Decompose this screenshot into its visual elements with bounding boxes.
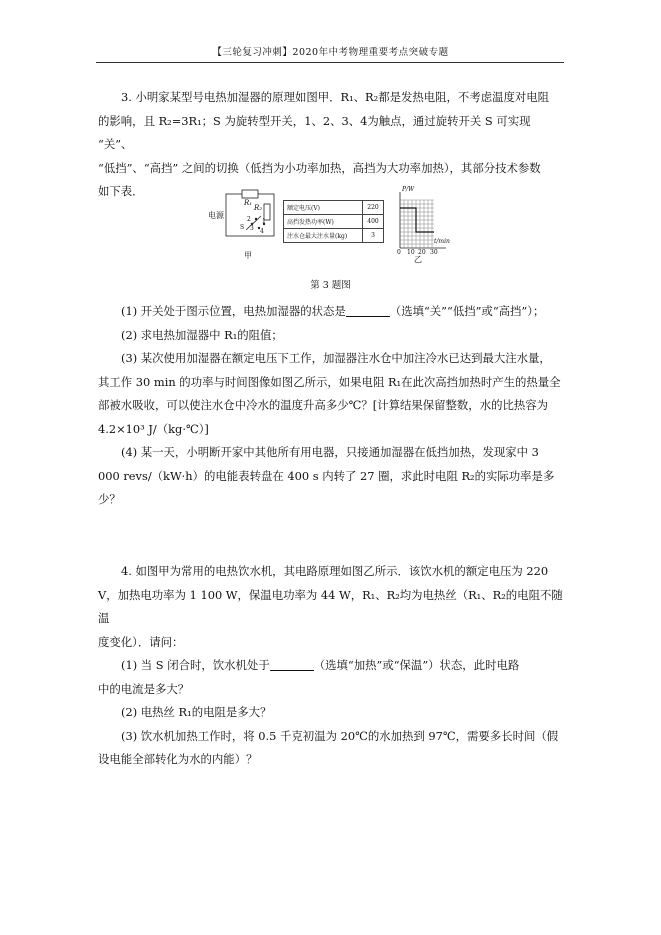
q4-item-2: (2) 电热丝 R₁的电阻是多大？ (121, 705, 272, 719)
q3-item-3-line: 其工作 30 min 的功率与时间图像如图乙所示，如果电阻 R₁在此次高挡加热时产生的热量全 (98, 374, 561, 389)
figure-label-jia: 甲 (244, 251, 252, 260)
graph-x-tick: 10 (407, 249, 415, 256)
q3-intro-line: 的影响，且 R₂=3R₁；S 为旋转型开关，1、2、3、4为触点，通过旋转开关 S 可实现 “关”、 (98, 113, 531, 151)
table-row (284, 215, 384, 229)
q4-intro-line: V，加热电功率为 1 100 W，保温电功率为 44 W，R₁、R₂均为电热丝（R₁、R₂的电阻不随温 (98, 587, 563, 625)
r2-label: R₂ (254, 204, 263, 212)
q3-item-2: (2) 求电热加湿器中 R₁的阻值； (121, 327, 283, 342)
param-value: 3 (363, 229, 384, 243)
table-row (284, 201, 384, 215)
r1-label: R₁ (244, 199, 253, 207)
table-row (284, 229, 384, 243)
q3-item-4: (4) 某一天，小明断开家中其他所有用电器，只接通加湿器在低挡加热，发现家中 3 (121, 445, 539, 459)
parameter-table (283, 200, 384, 243)
q4-intro (98, 560, 564, 772)
figure-caption: 第 3 题图 (310, 280, 351, 291)
q3-intro-line: 3. 小明家某型号电热加湿器的原理如图甲．R₁、R₂都是发热电阻，不考虑温度对电阻 (121, 90, 550, 104)
q3-intro-line: “低挡”、“高挡” 之间的切换（低挡为小功率加热，高挡为大功率加热），其部分技术参数 (98, 160, 541, 175)
graph-x-tick: 0 (397, 249, 401, 256)
graph-y-label: P/W (402, 186, 415, 193)
contact-label: 4 (260, 228, 264, 235)
contact-label: 1 (262, 218, 266, 225)
q4-item-text: (1) 当 S 闭合时，饮水机处于 (121, 658, 270, 672)
q4-intro-line: 4. 如图甲为常用的电热饮水机，其电路原理如图乙所示．该饮水机的额定电压为 220 (121, 564, 549, 578)
q3-item-3: (3) 某次使用加湿器在额定电压下工作，加湿器注水仓中加注冷水已达到最大注水量， (121, 351, 551, 365)
answer-blank[interactable] (346, 304, 390, 317)
q3-item-3-line: 部被水吸收，可以使注水仓中冷水的温度升高多少℃？[计算结果保留整数，水的比热容为 (98, 398, 549, 412)
param-value: 220 (363, 201, 384, 215)
q3-items (98, 300, 564, 512)
param-name: 额定电压(V) (284, 201, 363, 215)
q3-item-3-line: 4.2×10³ J/（kg·℃）] (98, 421, 209, 436)
param-name: 注水仓最大注水量(kg) (284, 229, 363, 243)
page-header: 【三轮复习冲刺】2020年中考物理重要考点突破专题 (212, 47, 449, 58)
q4-item-1-line: 中的电流是多大？ (98, 681, 190, 696)
contact-label: 2 (247, 216, 251, 223)
answer-blank[interactable] (270, 658, 314, 671)
q4-intro-line: 度变化）．请问： (98, 634, 184, 649)
q3-item-1 (98, 300, 564, 324)
graph-x-label: t/min (434, 238, 450, 245)
circuit-source-label: 电源 (208, 211, 224, 220)
header-rule (96, 62, 564, 63)
q3-item-text: （选填“关”“低挡”或“高挡”）； (389, 304, 545, 318)
q3-item-text: (1) 开关处于图示位置，电热加湿器的状态是 (121, 304, 346, 318)
q4-item-3-line: 设电能全部转化为水的内能）？ (98, 752, 258, 766)
graph-x-tick: 20 (418, 249, 426, 256)
q4-item-3: (3) 饮水机加热工作时，将 0.5 千克初温为 20℃的水加热到 97℃，需要多长时间（假 (121, 728, 559, 743)
q3-item-4-line: 000 revs/（kW·h）的电能表转盘在 400 s 内转了 27 圈，求此时电阻 R₂的实际功率是多少？ (98, 468, 555, 506)
graph-x-tick: 30 (430, 249, 438, 256)
q3-intro-line: 如下表． (98, 184, 144, 198)
contact-label: 3 (250, 225, 254, 232)
q4-item-1 (98, 654, 564, 678)
param-name: 高挡发热功率(W) (284, 215, 363, 229)
param-value: 400 (363, 215, 384, 229)
q4-item-text: （选填“加热”或“保温”）状态，此时电路 (313, 658, 520, 672)
figure-label-yi: 乙 (414, 255, 422, 264)
switch-label: S (240, 224, 245, 231)
